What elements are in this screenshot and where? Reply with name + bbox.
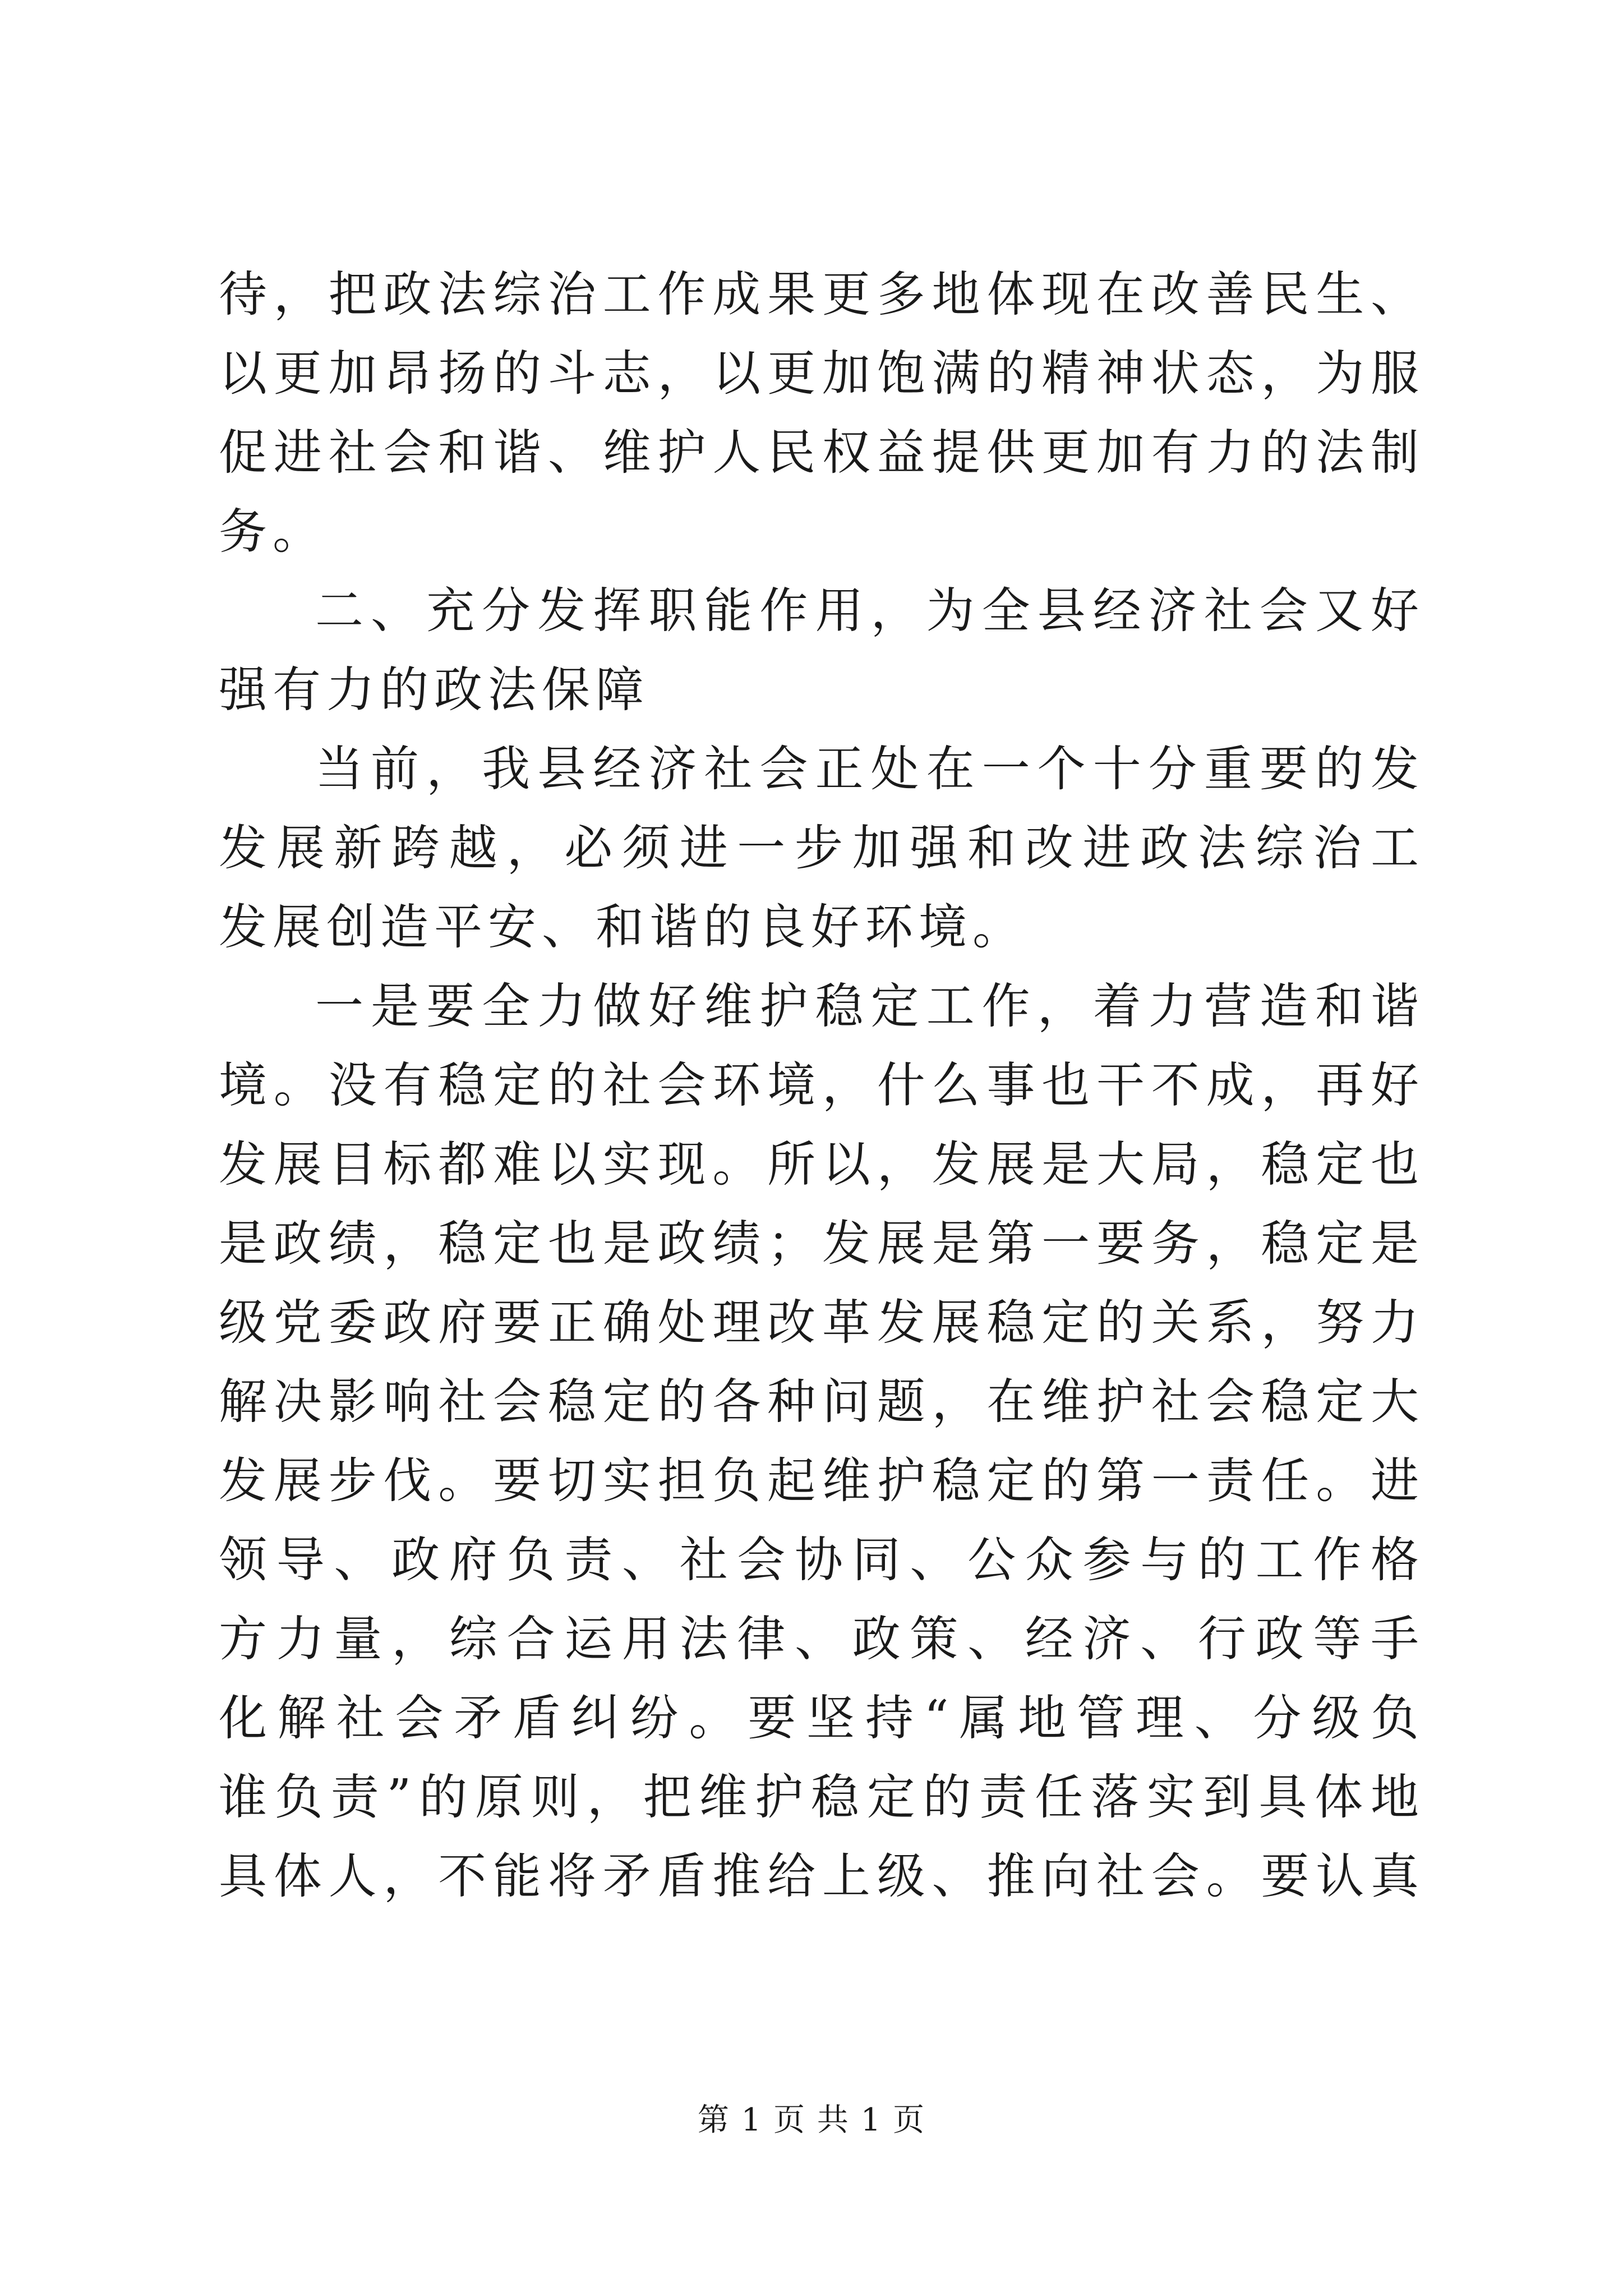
text-line: 境。没有稳定的社会环境，什么事也干不成，再好 xyxy=(219,1057,1424,1114)
text-line: 发展目标都难以实现。所以，发展是大局，稳定也 xyxy=(219,1137,1424,1193)
text-line: 发展步伐。要切实担负起维护稳定的第一责任。进 xyxy=(219,1453,1424,1509)
text-line: 务。 xyxy=(219,504,326,560)
page-footer xyxy=(0,2101,1623,2140)
text-line: 促进社会和谐、维护人民权益提供更加有力的法制 xyxy=(219,425,1424,481)
text-line: 化解社会矛盾纠纷。要坚持“属地管理、分级负 xyxy=(219,1690,1424,1746)
text-line: 级党委政府要正确处理改革发展稳定的关系，努力 xyxy=(219,1295,1424,1351)
text-line: 是政绩，稳定也是政绩；发展是第一要务，稳定是 xyxy=(219,1216,1424,1272)
text-line: 具体人，不能将矛盾推给上级、推向社会。要认真 xyxy=(219,1848,1424,1904)
document-body xyxy=(219,255,1424,1916)
text-line: 以更加昂扬的斗志，以更加饱满的精神状态，为服 xyxy=(219,346,1424,402)
section-heading-line: 强有力的政法保障 xyxy=(219,662,649,718)
text-line: 解决影响社会稳定的各种问题，在维护社会稳定大 xyxy=(219,1374,1424,1430)
page-number-label: 第 1 页 共 1 页 xyxy=(697,2102,926,2138)
section-heading-line: 二、充分发挥职能作用，为全县经济社会又好 xyxy=(315,583,1424,639)
text-line: 谁负责”的原则，把维护稳定的责任落实到具体地 xyxy=(219,1769,1424,1825)
text-line: 当前，我县经济社会正处在一个十分重要的发 xyxy=(315,741,1424,797)
text-line: 方力量，综合运用法律、政策、经济、行政等手 xyxy=(219,1611,1424,1667)
text-line: 领导、政府负责、社会协同、公众参与的工作格 xyxy=(219,1532,1424,1588)
text-line: 发展新跨越，必须进一步加强和改进政法综治工 xyxy=(219,820,1424,876)
text-line: 一是要全力做好维护稳定工作，着力营造和谐 xyxy=(315,978,1424,1034)
text-line: 发展创造平安、和谐的良好环境。 xyxy=(219,899,1026,955)
text-line: 待，把政法综治工作成果更多地体现在改善民生、 xyxy=(219,266,1424,323)
